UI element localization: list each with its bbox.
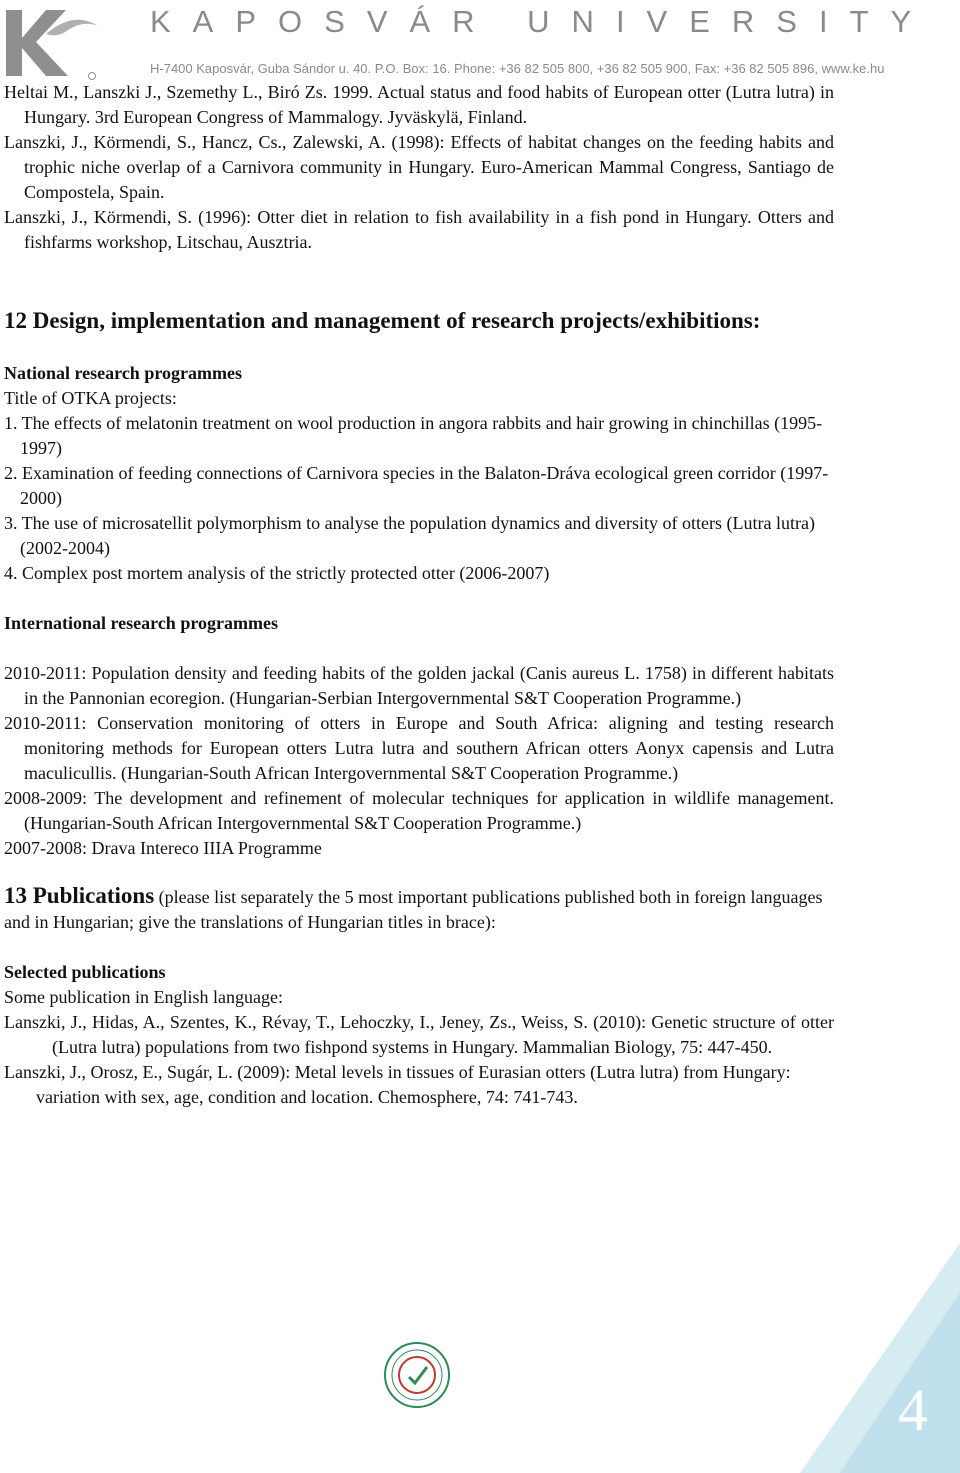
- international-project-item: 2010-2011: Conservation monitoring of otters in Europe and South Africa: aligning and testing research monitoring methods for European otters Lutra lutra and southern African otters Aonyx capensis and Lutra maculicullis. (Hungarian-South African Intergovernmental S&T Cooperation Programme.): [4, 713, 834, 783]
- section-13-instructions: (please list separately the 5 most important publications published both in foreign languages and in Hungarian; give the translations of Hungarian titles in brace):: [4, 887, 823, 932]
- english-publications-label: Some publication in English language:: [4, 987, 283, 1007]
- national-programmes-heading: National research programmes: [4, 363, 242, 383]
- otka-project-item: 4. Complex post mortem analysis of the strictly protected otter (2006-2007): [4, 563, 550, 583]
- otka-project-item: 3. The use of microsatellit polymorphism to analyse the population dynamics and diversity of otters (Lutra lutra) (2002-2004): [4, 513, 815, 558]
- reference-item: Lanszki, J., Körmendi, S., Hancz, Cs., Zalewski, A. (1998): Effects of habitat changes on the feeding habits and trophic niche overlap of a Carnivora community in Hungary. Euro-American Mammal Congress, Santiago de Compostela, Spain.: [4, 132, 834, 202]
- selected-publications-heading: Selected publications: [4, 962, 166, 982]
- section-13-heading: [4, 883, 834, 935]
- international-project-item: 2007-2008: Drava Intereco IIIA Programme: [4, 838, 322, 858]
- otka-projects-label: Title of OTKA projects:: [4, 388, 177, 408]
- university-logo-icon: [2, 4, 102, 80]
- university-address: H-7400 Kaposvár, Guba Sándor u. 40. P.O. Box: 16. Phone: +36 82 505 800, +36 82 505 900, Fax: +36 82 505 896, www.ke.hu: [150, 61, 885, 76]
- section-12-heading: 12 Design, implementation and management of research projects/exhibitions:: [4, 308, 761, 333]
- reference-item: Heltai M., Lanszki J., Szemethy L., Biró Zs. 1999. Actual status and food habits of European otter (Lutra lutra) in Hungary. 3rd European Congress of Mammalogy. Jyväskylä, Finland.: [4, 82, 834, 127]
- otka-project-item: 2. Examination of feeding connections of Carnivora species in the Balaton-Dráva ecological green corridor (1997-2000): [4, 463, 829, 508]
- international-project-item: 2008-2009: The development and refinement of molecular techniques for application in wildlife management. (Hungarian-South African Intergovernmental S&T Cooperation Programme.): [4, 788, 834, 833]
- publication-item: Lanszki, J., Hidas, A., Szentes, K., Révay, T., Lehoczky, I., Jeney, Zs., Weiss, S. (2010): Genetic structure of otter (Lutra lutra) populations from two fishpond systems in Hungary. Mammalian Biology, 75: 447-450.: [4, 1012, 834, 1057]
- page-number: 4: [898, 1377, 928, 1443]
- international-project-item: 2010-2011: Population density and feeding habits of the golden jackal (Canis aureus L. 1758) in different habitats in the Pannonian ecoregion. (Hungarian-Serbian Intergovernmental S&T Cooperation Programme.): [4, 663, 834, 708]
- publication-item: Lanszki, J., Orosz, E., Sugár, L. (2009): Metal levels in tissues of Eurasian otters (Lutra lutra) from Hungary: variation with sex, age, condition and location. Chemosphere, 74: 741-743.: [4, 1062, 791, 1107]
- otka-project-item: 1. The effects of melatonin treatment on wool production in angora rabbits and hair growing in chinchillas (1995-1997): [4, 413, 823, 458]
- quality-certification-seal-icon: [383, 1341, 451, 1409]
- page-corner-decoration: [800, 1243, 960, 1473]
- section-13-title: 13 Publications: [4, 883, 155, 908]
- page-header: [0, 0, 960, 82]
- page-content: [4, 80, 834, 1110]
- university-name: KAPOSVÁR UNIVERSITY: [150, 4, 934, 39]
- reference-item: Lanszki, J., Körmendi, S. (1996): Otter diet in relation to fish availability in a fish pond in Hungary. Otters and fishfarms workshop, Litschau, Ausztria.: [4, 207, 834, 252]
- international-programmes-heading: International research programmes: [4, 613, 278, 633]
